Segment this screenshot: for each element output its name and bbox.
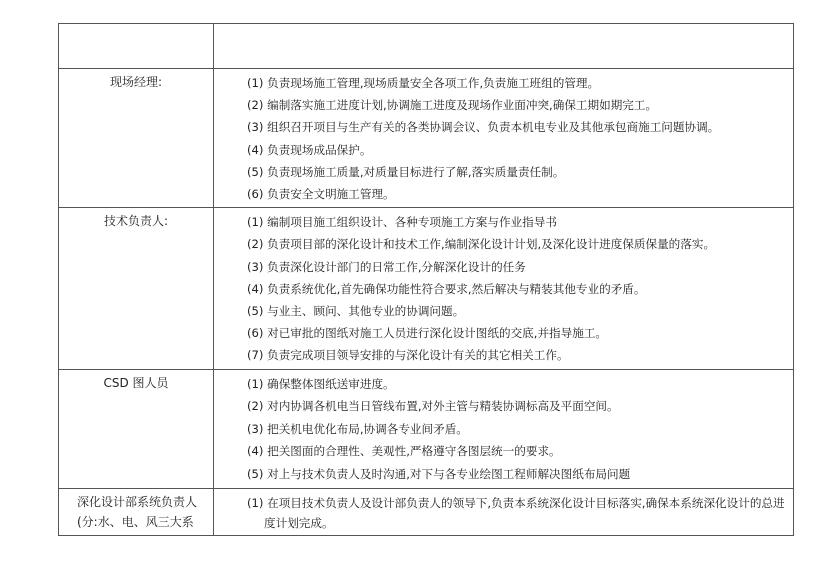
duty-item: (6) 负责安全文明施工管理。	[247, 187, 395, 202]
table-row	[59, 369, 794, 488]
role-label: 技术负责人:	[103, 214, 169, 229]
duties-cell	[214, 208, 794, 369]
duty-item: (5) 与业主、顾问、其他专业的协调问题。	[247, 304, 465, 319]
duty-item: (2) 编制落实施工进度计划,协调施工进度及现场作业面冲突,确保工期如期完工。	[247, 98, 658, 113]
duty-item: (2) 负责项目部的深化设计和技术工作,编制深化设计计划,及深化设计进度保质保量的落实。	[247, 237, 716, 252]
table-row	[59, 69, 794, 208]
role-cell	[59, 369, 214, 488]
duty-item: (1) 确保整体图纸送审进度。	[247, 376, 395, 391]
duty-item: (5) 对上与技术负责人及时沟通,对下与各专业绘图工程师解决图纸布局问题	[247, 467, 631, 482]
header-cell-role	[59, 24, 214, 69]
role-label: 现场经理:	[109, 75, 163, 89]
role-cell	[59, 69, 214, 208]
duty-item: (1) 编制项目施工组织设计、各种专项施工方案与作业指导书	[247, 215, 557, 230]
duty-item: (4) 负责系统优化,首先确保功能性符合要求,然后解决与精装其他专业的矛盾。	[247, 281, 646, 296]
table-row	[59, 488, 794, 535]
role-label-line: (分:水、电、风三大系	[77, 514, 194, 529]
duty-item: (4) 负责现场成品保护。	[247, 142, 372, 157]
duty-item: (3) 组织召开项目与生产有关的各类协调会议、负责本机电专业及其他承包商施工问题协调。	[247, 120, 720, 135]
header-cell-duties	[214, 24, 794, 69]
duty-item: (3) 负责深化设计部门的日常工作,分解深化设计的任务	[247, 259, 526, 274]
role-cell	[59, 208, 214, 369]
duty-item: (3) 把关机电优化布局,协调各专业间矛盾。	[247, 421, 468, 436]
duties-cell	[214, 69, 794, 208]
role-label: CSD 图人员	[103, 375, 169, 390]
duties-cell	[214, 488, 794, 535]
role-label-line: 深化设计部系统负责人	[77, 494, 198, 509]
responsibility-table	[58, 23, 794, 536]
table-row	[59, 208, 794, 369]
duty-item: (6) 对已审批的图纸对施工人员进行深化设计图纸的交底,并指导施工。	[247, 326, 608, 341]
role-cell	[59, 488, 214, 535]
duty-item: (7) 负责完成项目领导安排的与深化设计有关的其它相关工作。	[247, 348, 569, 363]
table-header-row	[59, 24, 794, 69]
duty-item: (4) 把关图面的合理性、美观性,严格遵守各图层统一的要求。	[247, 444, 561, 459]
duty-item: (1) 负责现场施工管理,现场质量安全各项工作,负责施工班组的管理。	[247, 76, 600, 90]
duties-cell	[214, 369, 794, 488]
duty-item: (2) 对内协调各机电当日管线布置,对外主管与精装协调标高及平面空间。	[247, 399, 619, 414]
duty-item: (1) 在项目技术负责人及设计部负责人的领导下,负责本系统深化设计目标落实,确保本系统深化设计的总进度计划完成。	[247, 495, 785, 530]
duty-item: (5) 负责现场施工质量,对质量目标进行了解,落实质量责任制。	[247, 164, 565, 179]
